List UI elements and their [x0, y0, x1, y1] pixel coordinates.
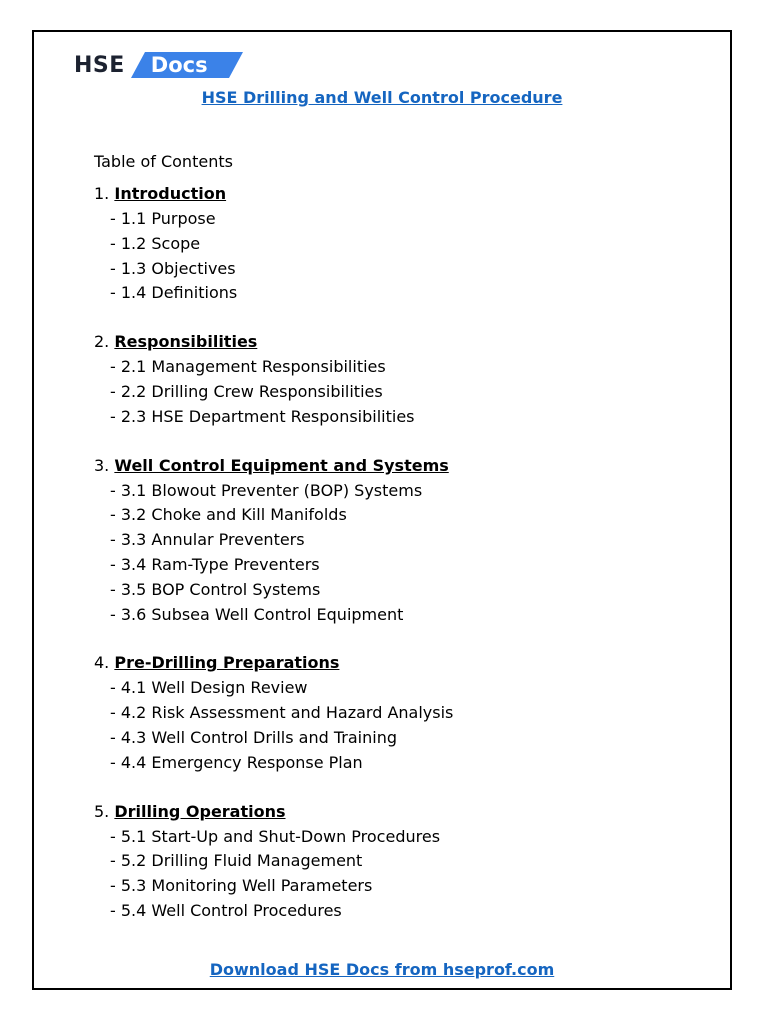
section-heading — [94, 800, 694, 825]
section-title: Introduction — [114, 184, 227, 203]
section-heading — [94, 182, 694, 207]
toc-subsection-item: - 2.2 Drilling Crew Responsibilities — [110, 381, 383, 401]
toc-section — [94, 454, 694, 628]
logo-docs-badge — [131, 50, 243, 80]
section-title: Responsibilities — [114, 332, 258, 352]
toc-section — [94, 330, 694, 429]
section-heading — [94, 330, 694, 355]
toc-subsection-item: - 1.2 Scope — [110, 233, 201, 253]
section-number: 3. — [94, 455, 110, 475]
toc-subsection-item: - 3.5 BOP Control Systems — [110, 579, 321, 599]
toc-subsection-item: - 5.3 Monitoring Well Parameters — [110, 876, 373, 896]
toc-subsection-item: - 4.2 Risk Assessment and Hazard Analysis — [110, 703, 454, 723]
section-number: 4. — [94, 653, 110, 673]
logo-docs-text: Docs — [150, 53, 208, 77]
logo-hse-text: HSE — [74, 52, 125, 78]
toc-subsection-item: - 5.4 Well Control Procedures — [110, 900, 342, 920]
section-heading — [94, 651, 694, 676]
section-number: 5. — [94, 801, 110, 821]
document-title-link[interactable]: HSE Drilling and Well Control Procedure — [201, 88, 563, 107]
section-number: 1. — [94, 184, 110, 203]
toc-subsection-item: - 5.1 Start-Up and Shut-Down Procedures — [110, 826, 441, 846]
toc-subsection-item: - 4.1 Well Design Review — [110, 678, 308, 698]
document-page — [32, 30, 732, 990]
section-title: Drilling Operations — [114, 801, 286, 821]
toc-section — [94, 800, 694, 924]
toc-section — [94, 651, 694, 775]
table-of-contents — [94, 150, 694, 948]
toc-subsection-item: - 5.2 Drilling Fluid Management — [110, 851, 363, 871]
toc-subsection-item: - 3.4 Ram-Type Preventers — [110, 554, 320, 574]
toc-subsection-item: - 4.3 Well Control Drills and Training — [110, 727, 397, 747]
toc-subsection-item: - 3.1 Blowout Preventer (BOP) Systems — [110, 480, 423, 500]
toc-heading: Table of Contents — [94, 152, 233, 171]
toc-section — [94, 182, 694, 306]
toc-subsection-item: - 1.1 Purpose — [110, 209, 216, 228]
download-link[interactable]: Download HSE Docs from hseprof.com — [209, 960, 555, 979]
toc-subsection-item: - 2.3 HSE Department Responsibilities — [110, 406, 415, 426]
section-title: Pre-Drilling Preparations — [114, 653, 340, 673]
hse-docs-logo — [74, 48, 243, 82]
toc-subsection-item: - 1.3 Objectives — [110, 258, 236, 278]
toc-subsection-item: - 3.2 Choke and Kill Manifolds — [110, 505, 347, 525]
section-title: Well Control Equipment and Systems — [114, 455, 449, 475]
toc-subsection-item: - 1.4 Definitions — [110, 283, 238, 303]
section-number: 2. — [94, 332, 110, 352]
toc-subsection-item: - 3.6 Subsea Well Control Equipment — [110, 604, 404, 624]
toc-subsection-item: - 3.3 Annular Preventers — [110, 530, 305, 550]
toc-sections — [94, 182, 694, 924]
toc-subsection-item: - 2.1 Management Responsibilities — [110, 357, 386, 377]
section-heading — [94, 454, 694, 479]
toc-subsection-item: - 4.4 Emergency Response Plan — [110, 752, 363, 772]
